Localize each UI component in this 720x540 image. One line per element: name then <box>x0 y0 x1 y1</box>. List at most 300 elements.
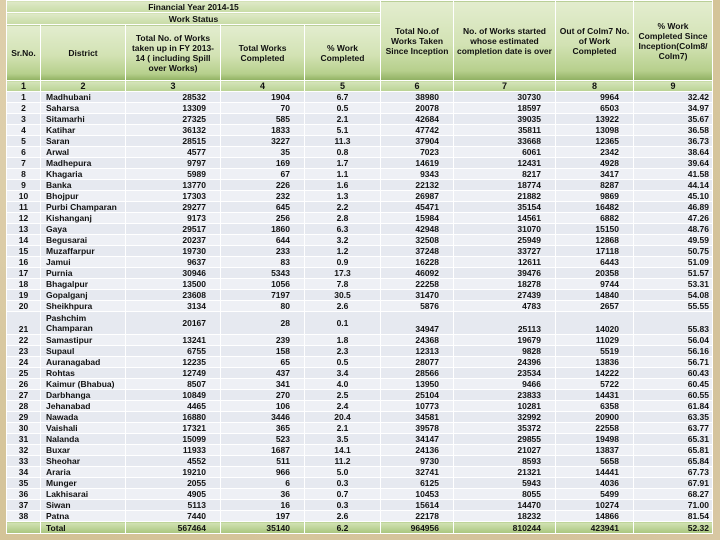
pct-since-inception-cell: 67.91 <box>634 478 713 489</box>
works-since-inception-cell: 45471 <box>381 202 454 213</box>
works-taken-cell: 29277 <box>126 202 221 213</box>
works-due-completed-cell: 5519 <box>556 346 634 357</box>
works-completed-cell: 270 <box>221 390 305 401</box>
total-label: Total <box>41 522 126 534</box>
works-due-cell: 21321 <box>454 467 556 478</box>
works-due-completed-cell: 13836 <box>556 357 634 368</box>
district-cell: Patna <box>41 511 126 522</box>
pct-since-inception-cell: 36.73 <box>634 136 713 147</box>
works-due-completed-cell: 14431 <box>556 390 634 401</box>
works-completed-cell: 239 <box>221 335 305 346</box>
sr-no-cell: 26 <box>7 379 41 390</box>
pct-completed-cell: 11.2 <box>305 456 381 467</box>
table-row <box>7 467 713 478</box>
works-due-cell: 25949 <box>454 235 556 246</box>
works-since-inception-cell: 9730 <box>381 456 454 467</box>
sr-no-cell: 20 <box>7 301 41 312</box>
works-due-cell: 35811 <box>454 125 556 136</box>
works-taken-cell: 20237 <box>126 235 221 246</box>
works-completed-cell: 36 <box>221 489 305 500</box>
works-due-cell: 18278 <box>454 279 556 290</box>
pct-since-inception-cell: 65.84 <box>634 456 713 467</box>
works-since-inception-cell: 34947 <box>381 312 454 335</box>
sr-no-cell: 30 <box>7 423 41 434</box>
sr-no-cell: 2 <box>7 103 41 114</box>
sr-no-cell: 31 <box>7 434 41 445</box>
sr-no-cell: 28 <box>7 401 41 412</box>
table-row <box>7 346 713 357</box>
pct-completed-cell: 1.8 <box>305 335 381 346</box>
works-since-inception-cell: 22132 <box>381 180 454 191</box>
works-taken-cell: 4465 <box>126 401 221 412</box>
pct-since-inception-cell: 46.89 <box>634 202 713 213</box>
works-due-completed-cell: 5499 <box>556 489 634 500</box>
works-taken-cell: 28515 <box>126 136 221 147</box>
table-row <box>7 357 713 368</box>
works-completed-cell: 83 <box>221 257 305 268</box>
sr-no-cell: 35 <box>7 478 41 489</box>
works-due-completed-cell: 16482 <box>556 202 634 213</box>
works-due-cell: 6061 <box>454 147 556 158</box>
total-col4: 35140 <box>221 522 305 534</box>
pct-since-inception-cell: 39.64 <box>634 158 713 169</box>
sr-no-cell: 12 <box>7 213 41 224</box>
pct-completed-cell: 0.3 <box>305 478 381 489</box>
works-since-inception-cell: 46092 <box>381 268 454 279</box>
works-due-cell: 32992 <box>454 412 556 423</box>
work-status-sheet <box>6 0 712 534</box>
pct-since-inception-cell: 81.54 <box>634 511 713 522</box>
works-due-cell: 8593 <box>454 456 556 467</box>
works-taken-cell: 5989 <box>126 169 221 180</box>
works-due-cell: 4783 <box>454 301 556 312</box>
pct-since-inception-cell: 53.31 <box>634 279 713 290</box>
sr-no-cell: 34 <box>7 467 41 478</box>
works-due-completed-cell: 14020 <box>556 312 634 335</box>
works-completed-cell: 1833 <box>221 125 305 136</box>
sr-no-cell: 17 <box>7 268 41 279</box>
works-due-completed-cell: 20358 <box>556 268 634 279</box>
works-taken-cell: 28532 <box>126 92 221 103</box>
financial-year-title: Financial Year 2014-15 <box>7 1 381 13</box>
works-completed-cell: 1860 <box>221 224 305 235</box>
works-since-inception-cell: 9343 <box>381 169 454 180</box>
pct-completed-cell: 11.3 <box>305 136 381 147</box>
sr-no-cell: 29 <box>7 412 41 423</box>
works-taken-cell: 19210 <box>126 467 221 478</box>
works-due-completed-cell: 13922 <box>556 114 634 125</box>
col-header-3: Total No. of Works taken up in FY 2013-14 ( including Spill over Works) <box>126 25 221 81</box>
district-cell: Lakhisarai <box>41 489 126 500</box>
works-due-completed-cell: 5722 <box>556 379 634 390</box>
works-since-inception-cell: 10453 <box>381 489 454 500</box>
sr-no-cell: 1 <box>7 92 41 103</box>
works-since-inception-cell: 31470 <box>381 290 454 301</box>
col-header-9: % Work Completed Since Inception(Colm8/ Colm7) <box>634 1 713 81</box>
works-completed-cell: 341 <box>221 379 305 390</box>
total-col5: 6.2 <box>305 522 381 534</box>
works-taken-cell: 13309 <box>126 103 221 114</box>
works-completed-cell: 511 <box>221 456 305 467</box>
works-due-completed-cell: 14441 <box>556 467 634 478</box>
sr-no-cell: 18 <box>7 279 41 290</box>
works-due-completed-cell: 6443 <box>556 257 634 268</box>
works-due-completed-cell: 4928 <box>556 158 634 169</box>
pct-completed-cell: 0.8 <box>305 147 381 158</box>
works-since-inception-cell: 25104 <box>381 390 454 401</box>
works-completed-cell: 585 <box>221 114 305 125</box>
works-completed-cell: 70 <box>221 103 305 114</box>
works-due-completed-cell: 6358 <box>556 401 634 412</box>
col-header-2: District <box>41 25 126 81</box>
table-row <box>7 103 713 114</box>
works-completed-cell: 644 <box>221 235 305 246</box>
works-due-cell: 30730 <box>454 92 556 103</box>
district-cell: Madhubani <box>41 92 126 103</box>
col-number: 2 <box>41 81 126 92</box>
works-due-cell: 10281 <box>454 401 556 412</box>
works-completed-cell: 65 <box>221 357 305 368</box>
works-since-inception-cell: 24136 <box>381 445 454 456</box>
col-number: 5 <box>305 81 381 92</box>
works-due-completed-cell: 14840 <box>556 290 634 301</box>
district-cell: Purnia <box>41 268 126 279</box>
pct-completed-cell: 6.7 <box>305 92 381 103</box>
pct-completed-cell: 2.3 <box>305 346 381 357</box>
works-taken-cell: 12235 <box>126 357 221 368</box>
district-cell: Vaishali <box>41 423 126 434</box>
pct-since-inception-cell: 45.10 <box>634 191 713 202</box>
district-cell: Saharsa <box>41 103 126 114</box>
works-due-completed-cell: 14222 <box>556 368 634 379</box>
works-since-inception-cell: 28566 <box>381 368 454 379</box>
works-completed-cell: 5343 <box>221 268 305 279</box>
district-cell: Madhepura <box>41 158 126 169</box>
pct-since-inception-cell: 51.57 <box>634 268 713 279</box>
column-number-row <box>7 81 713 92</box>
works-due-completed-cell: 5658 <box>556 456 634 467</box>
pct-completed-cell: 14.1 <box>305 445 381 456</box>
works-taken-cell: 15099 <box>126 434 221 445</box>
pct-completed-cell: 2.6 <box>305 301 381 312</box>
pct-since-inception-cell: 55.55 <box>634 301 713 312</box>
pct-completed-cell: 2.8 <box>305 213 381 224</box>
works-due-completed-cell: 2657 <box>556 301 634 312</box>
works-since-inception-cell: 15614 <box>381 500 454 511</box>
works-due-cell: 18597 <box>454 103 556 114</box>
table-row <box>7 379 713 390</box>
works-due-cell: 23833 <box>454 390 556 401</box>
sr-no-cell: 3 <box>7 114 41 125</box>
works-due-cell: 35372 <box>454 423 556 434</box>
works-completed-cell: 256 <box>221 213 305 224</box>
total-row <box>7 522 713 534</box>
sr-no-cell: 25 <box>7 368 41 379</box>
col-header-5: % Work Completed <box>305 25 381 81</box>
works-due-cell: 33668 <box>454 136 556 147</box>
works-since-inception-cell: 42684 <box>381 114 454 125</box>
works-completed-cell: 233 <box>221 246 305 257</box>
table-row <box>7 224 713 235</box>
table-row <box>7 401 713 412</box>
works-completed-cell: 1687 <box>221 445 305 456</box>
total-col7: 810244 <box>454 522 556 534</box>
works-due-cell: 9466 <box>454 379 556 390</box>
works-due-completed-cell: 15150 <box>556 224 634 235</box>
table-row <box>7 423 713 434</box>
table-row <box>7 169 713 180</box>
works-due-cell: 19679 <box>454 335 556 346</box>
pct-since-inception-cell: 71.00 <box>634 500 713 511</box>
col-header-1: Sr.No. <box>7 25 41 81</box>
works-due-cell: 12431 <box>454 158 556 169</box>
sr-no-cell: 37 <box>7 500 41 511</box>
table-row <box>7 147 713 158</box>
works-due-cell: 14470 <box>454 500 556 511</box>
table-row <box>7 290 713 301</box>
col-number: 8 <box>556 81 634 92</box>
table-row <box>7 257 713 268</box>
works-since-inception-cell: 13950 <box>381 379 454 390</box>
district-cell: Auranagabad <box>41 357 126 368</box>
pct-since-inception-cell: 56.71 <box>634 357 713 368</box>
pct-completed-cell: 2.2 <box>305 202 381 213</box>
pct-completed-cell: 1.2 <box>305 246 381 257</box>
works-due-cell: 25113 <box>454 312 556 335</box>
works-due-cell: 33727 <box>454 246 556 257</box>
table-row <box>7 114 713 125</box>
works-since-inception-cell: 47742 <box>381 125 454 136</box>
table-header <box>7 1 713 92</box>
works-taken-cell: 23608 <box>126 290 221 301</box>
table-row <box>7 213 713 224</box>
pct-completed-cell: 1.3 <box>305 191 381 202</box>
pct-since-inception-cell: 44.14 <box>634 180 713 191</box>
pct-completed-cell: 5.0 <box>305 467 381 478</box>
pct-completed-cell: 20.4 <box>305 412 381 423</box>
works-due-cell: 18774 <box>454 180 556 191</box>
table-row <box>7 500 713 511</box>
works-taken-cell: 17321 <box>126 423 221 434</box>
table-row <box>7 191 713 202</box>
works-since-inception-cell: 37904 <box>381 136 454 147</box>
works-since-inception-cell: 22258 <box>381 279 454 290</box>
sr-no-cell: 16 <box>7 257 41 268</box>
district-cell: Kishanganj <box>41 213 126 224</box>
works-taken-cell: 17303 <box>126 191 221 202</box>
pct-since-inception-cell: 47.26 <box>634 213 713 224</box>
total-sr-cell <box>7 522 41 534</box>
pct-since-inception-cell: 56.04 <box>634 335 713 346</box>
pct-completed-cell: 3.5 <box>305 434 381 445</box>
works-taken-cell: 2055 <box>126 478 221 489</box>
table-row <box>7 335 713 346</box>
works-due-completed-cell: 9964 <box>556 92 634 103</box>
works-due-cell: 14561 <box>454 213 556 224</box>
district-cell: Muzaffarpur <box>41 246 126 257</box>
pct-completed-cell: 30.5 <box>305 290 381 301</box>
col-number: 4 <box>221 81 305 92</box>
pct-since-inception-cell: 41.58 <box>634 169 713 180</box>
works-taken-cell: 12749 <box>126 368 221 379</box>
col-number: 3 <box>126 81 221 92</box>
pct-completed-cell: 17.3 <box>305 268 381 279</box>
pct-completed-cell: 3.4 <box>305 368 381 379</box>
total-col6: 964956 <box>381 522 454 534</box>
works-since-inception-cell: 26987 <box>381 191 454 202</box>
works-taken-cell: 4905 <box>126 489 221 500</box>
works-due-completed-cell: 3417 <box>556 169 634 180</box>
pct-since-inception-cell: 65.31 <box>634 434 713 445</box>
sr-no-cell: 21 <box>7 312 41 335</box>
works-due-completed-cell: 22558 <box>556 423 634 434</box>
col-header-6: Total No.of Works Taken Since Inception <box>381 1 454 81</box>
works-since-inception-cell: 15984 <box>381 213 454 224</box>
works-since-inception-cell: 34147 <box>381 434 454 445</box>
sr-no-cell: 13 <box>7 224 41 235</box>
works-due-cell: 31070 <box>454 224 556 235</box>
works-taken-cell: 16880 <box>126 412 221 423</box>
works-due-cell: 23534 <box>454 368 556 379</box>
district-cell: Supaul <box>41 346 126 357</box>
district-cell: Saran <box>41 136 126 147</box>
district-cell: Araria <box>41 467 126 478</box>
works-taken-cell: 9637 <box>126 257 221 268</box>
works-taken-cell: 9797 <box>126 158 221 169</box>
table-row <box>7 390 713 401</box>
works-since-inception-cell: 16228 <box>381 257 454 268</box>
works-completed-cell: 35 <box>221 147 305 158</box>
district-cell: Bhojpur <box>41 191 126 202</box>
table-row <box>7 511 713 522</box>
district-cell: Bhagalpur <box>41 279 126 290</box>
pct-completed-cell: 3.2 <box>305 235 381 246</box>
works-since-inception-cell: 42948 <box>381 224 454 235</box>
district-cell: Kaimur (Bhabua) <box>41 379 126 390</box>
works-due-cell: 12611 <box>454 257 556 268</box>
sr-no-cell: 11 <box>7 202 41 213</box>
pct-completed-cell: 2.1 <box>305 114 381 125</box>
works-completed-cell: 645 <box>221 202 305 213</box>
sr-no-cell: 22 <box>7 335 41 346</box>
works-due-completed-cell: 9869 <box>556 191 634 202</box>
pct-since-inception-cell: 60.43 <box>634 368 713 379</box>
works-since-inception-cell: 38980 <box>381 92 454 103</box>
works-taken-cell: 13500 <box>126 279 221 290</box>
works-taken-cell: 13241 <box>126 335 221 346</box>
works-since-inception-cell: 5876 <box>381 301 454 312</box>
pct-since-inception-cell: 50.75 <box>634 246 713 257</box>
pct-since-inception-cell: 56.16 <box>634 346 713 357</box>
work-status-table <box>6 0 713 534</box>
works-due-cell: 29855 <box>454 434 556 445</box>
col-header-8: Out of Colm7 No. of Work Completed <box>556 1 634 81</box>
works-taken-cell: 10849 <box>126 390 221 401</box>
district-cell: Rohtas <box>41 368 126 379</box>
sr-no-cell: 10 <box>7 191 41 202</box>
pct-completed-cell: 7.8 <box>305 279 381 290</box>
works-completed-cell: 80 <box>221 301 305 312</box>
pct-completed-cell: 0.9 <box>305 257 381 268</box>
district-cell: Nawada <box>41 412 126 423</box>
sr-no-cell: 27 <box>7 390 41 401</box>
pct-completed-cell: 2.4 <box>305 401 381 412</box>
sr-no-cell: 19 <box>7 290 41 301</box>
works-due-cell: 24396 <box>454 357 556 368</box>
table-row <box>7 434 713 445</box>
works-taken-cell: 4552 <box>126 456 221 467</box>
sr-no-cell: 36 <box>7 489 41 500</box>
works-due-cell: 21882 <box>454 191 556 202</box>
works-due-cell: 8055 <box>454 489 556 500</box>
works-since-inception-cell: 37248 <box>381 246 454 257</box>
district-cell: Gaya <box>41 224 126 235</box>
total-col8: 423941 <box>556 522 634 534</box>
works-due-completed-cell: 2342 <box>556 147 634 158</box>
sr-no-cell: 24 <box>7 357 41 368</box>
sr-no-cell: 32 <box>7 445 41 456</box>
works-due-cell: 9828 <box>454 346 556 357</box>
pct-completed-cell: 0.5 <box>305 103 381 114</box>
table-row <box>7 456 713 467</box>
pct-since-inception-cell: 68.27 <box>634 489 713 500</box>
pct-since-inception-cell: 34.97 <box>634 103 713 114</box>
sr-no-cell: 23 <box>7 346 41 357</box>
works-since-inception-cell: 14619 <box>381 158 454 169</box>
table-row <box>7 92 713 103</box>
works-since-inception-cell: 34581 <box>381 412 454 423</box>
pct-completed-cell: 2.1 <box>305 423 381 434</box>
district-cell: Khagaria <box>41 169 126 180</box>
works-taken-cell: 27325 <box>126 114 221 125</box>
works-completed-cell: 226 <box>221 180 305 191</box>
pct-completed-cell: 4.0 <box>305 379 381 390</box>
table-row <box>7 368 713 379</box>
pct-completed-cell: 1.1 <box>305 169 381 180</box>
works-due-completed-cell: 8287 <box>556 180 634 191</box>
works-taken-cell: 30946 <box>126 268 221 279</box>
pct-completed-cell: 5.1 <box>305 125 381 136</box>
district-cell: Sheohar <box>41 456 126 467</box>
works-completed-cell: 169 <box>221 158 305 169</box>
table-row <box>7 412 713 423</box>
works-completed-cell: 67 <box>221 169 305 180</box>
works-taken-cell: 7440 <box>126 511 221 522</box>
works-since-inception-cell: 32508 <box>381 235 454 246</box>
pct-since-inception-cell: 61.84 <box>634 401 713 412</box>
works-since-inception-cell: 39578 <box>381 423 454 434</box>
works-completed-cell: 232 <box>221 191 305 202</box>
district-cell: Banka <box>41 180 126 191</box>
works-completed-cell: 28 <box>221 312 305 335</box>
district-cell: Sheikhpura <box>41 301 126 312</box>
col-number: 6 <box>381 81 454 92</box>
works-due-completed-cell: 13098 <box>556 125 634 136</box>
works-due-cell: 21027 <box>454 445 556 456</box>
works-completed-cell: 7197 <box>221 290 305 301</box>
district-cell: Nalanda <box>41 434 126 445</box>
sr-no-cell: 4 <box>7 125 41 136</box>
works-completed-cell: 106 <box>221 401 305 412</box>
works-taken-cell: 4577 <box>126 147 221 158</box>
pct-since-inception-cell: 65.81 <box>634 445 713 456</box>
works-due-cell: 39035 <box>454 114 556 125</box>
pct-completed-cell: 1.7 <box>305 158 381 169</box>
works-completed-cell: 197 <box>221 511 305 522</box>
col-header-7: No. of Works started whose estimated completion date is over <box>454 1 556 81</box>
pct-since-inception-cell: 49.59 <box>634 235 713 246</box>
pct-completed-cell: 1.6 <box>305 180 381 191</box>
